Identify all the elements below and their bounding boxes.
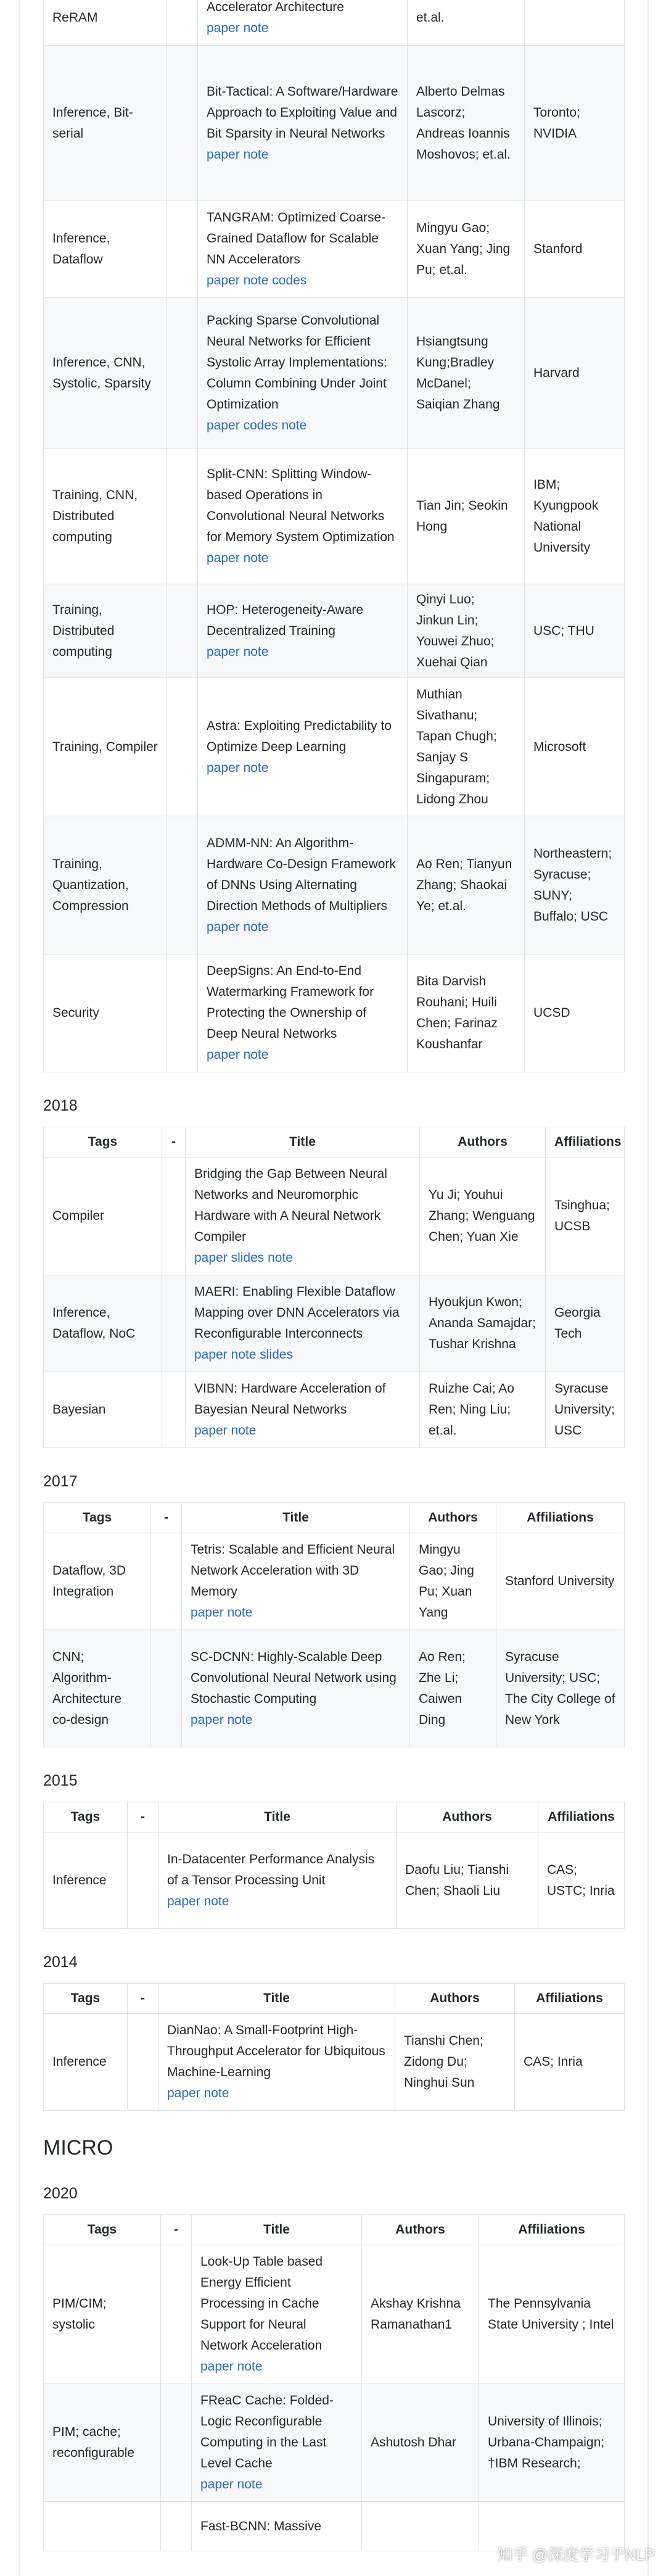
link-codes[interactable]: codes	[243, 418, 278, 433]
year-heading: 2017	[43, 1473, 78, 1490]
link-note[interactable]: note	[243, 147, 269, 162]
paper-title: Tetris: Scalable and Efficient Neural Network Acceleration with 3D Memory	[191, 1543, 395, 1599]
papers-table	[43, 1983, 625, 2111]
affiliations-cell: Stanford University	[496, 1533, 625, 1630]
table-row	[44, 1533, 625, 1630]
tags-cell: Inference	[44, 1833, 128, 1929]
authors-cell: Ruizhe Cai; Ao Ren; Ning Liu; et.al.	[420, 1372, 546, 1448]
authors-cell: Alberto Delmas Lascorz; Andreas Ioannis Moshovos; et.al.	[408, 46, 525, 201]
table-row	[44, 1833, 625, 1929]
table-header-row	[44, 1503, 625, 1533]
paper-title: HOP: Heterogeneity-Aware Decentralized Training	[207, 602, 364, 638]
link-note[interactable]: note	[268, 1251, 293, 1265]
link-note[interactable]: note	[243, 760, 269, 775]
dash-cell	[151, 1630, 182, 1747]
left-rail	[18, 0, 20, 2576]
tags-cell: Inference	[44, 2014, 128, 2111]
papers-table	[43, 1802, 625, 1929]
dash-cell	[167, 449, 198, 584]
link-note[interactable]: note	[243, 21, 269, 35]
table-row	[44, 449, 625, 584]
link-note[interactable]: note	[204, 1894, 229, 1908]
column-header-title: Title	[158, 1984, 395, 2014]
paper-title: Fast-BCNN: Massive	[200, 2519, 322, 2533]
dash-cell	[162, 1372, 186, 1448]
tags-cell: Dataflow, 3D Integration	[44, 1533, 151, 1630]
paper-title: Bridging the Gap Between Neural Networks and Neuromorphic Hardware with A Neural Network Compiler	[194, 1167, 387, 1244]
authors-cell: Muthian Sivathanu; Tapan Chugh; Sanjay S Singapuram; Lidong Zhou	[408, 678, 525, 816]
dash-cell	[161, 2502, 192, 2551]
affiliations-cell: Harvard	[525, 298, 625, 449]
dash-cell	[167, 955, 198, 1072]
papers-table	[43, 1502, 625, 1747]
dash-cell	[167, 816, 198, 955]
table-header-row	[44, 1127, 625, 1158]
table-row	[44, 2384, 625, 2502]
tags-cell: Security	[44, 955, 167, 1072]
affiliations-cell: Microsoft	[525, 678, 625, 816]
table-row	[44, 955, 625, 1072]
paper-title: DeepSigns: An End-to-End Watermarking Framework for Protecting the Ownership of Deep Neural Networks	[207, 964, 374, 1041]
tags-cell: Inference, Bit-serial	[44, 46, 167, 201]
column-header-authors: Authors	[397, 1802, 538, 1833]
link-paper[interactable]: paper	[207, 1048, 240, 1062]
link-paper[interactable]: paper	[200, 2477, 234, 2491]
column-header-tags: Tags	[44, 1984, 128, 2014]
link-paper[interactable]: paper	[207, 418, 240, 433]
title-cell	[186, 1158, 420, 1275]
tags-cell: PIM; cache; reconfigurable	[44, 2384, 161, 2502]
link-note[interactable]: note	[243, 550, 269, 565]
link-note[interactable]: note	[243, 273, 269, 288]
dash-cell	[161, 2245, 192, 2384]
link-paper[interactable]: paper	[207, 273, 240, 288]
authors-cell: Yu Ji; Youhui Zhang; Wenguang Chen; Yuan Xie	[420, 1158, 546, 1275]
column-header-tags: Tags	[44, 2215, 161, 2245]
tags-cell: Compiler	[44, 1158, 162, 1275]
title-cell	[198, 449, 408, 584]
column-header-authors: Authors	[395, 1984, 515, 2014]
table-row	[44, 46, 625, 201]
table-row	[44, 816, 625, 955]
paper-title: In-Datacenter Performance Analysis of a Tensor Processing Unit	[167, 1852, 375, 1887]
year-heading: 2014	[43, 1953, 78, 1971]
affiliations-cell: Stanford	[525, 201, 625, 298]
link-paper[interactable]: paper	[207, 919, 240, 934]
column-header-dash: -	[162, 1127, 186, 1158]
column-header-tags: Tags	[44, 1127, 162, 1158]
tags-cell: Training, Distributed computing	[44, 584, 167, 678]
link-note[interactable]: note	[243, 1048, 269, 1062]
paper-title: SC-DCNN: Highly-Scalable Deep Convolutional Neural Network using Stochastic Computing	[191, 1649, 397, 1706]
dash-cell	[167, 0, 198, 46]
link-paper[interactable]: paper	[207, 147, 240, 162]
authors-cell: et.al.	[408, 0, 525, 46]
title-cell	[198, 584, 408, 678]
authors-cell: Qinyi Luo; Jinkun Lin; Youwei Zhuo; Xuehai Qian	[408, 584, 525, 678]
table-header-row	[44, 1802, 625, 1833]
column-header-affil: Affiliations	[479, 2215, 625, 2245]
dash-cell	[167, 298, 198, 449]
link-paper[interactable]: paper	[207, 550, 240, 565]
affiliations-cell	[525, 0, 625, 46]
link-codes[interactable]: codes	[272, 273, 307, 288]
link-paper[interactable]: paper	[207, 760, 240, 775]
column-header-dash: -	[151, 1503, 182, 1533]
column-header-affil: Affiliations	[538, 1802, 625, 1833]
link-note[interactable]: note	[231, 1423, 257, 1438]
affiliations-cell: USC; THU	[525, 584, 625, 678]
tags-cell: Training, Quantization, Compression	[44, 816, 167, 955]
tags-cell: Training, Compiler	[44, 678, 167, 816]
table-row	[44, 0, 625, 46]
authors-cell: Tianshi Chen; Zidong Du; Ninghui Sun	[395, 2014, 515, 2111]
dash-cell	[167, 678, 198, 816]
table-row	[44, 678, 625, 816]
column-header-title: Title	[158, 1802, 397, 1833]
paper-title: VIBNN: Hardware Acceleration of Bayesian Neural Networks	[194, 1381, 386, 1417]
tags-cell: PIM/CIM; systolic	[44, 2245, 161, 2384]
table-row	[44, 584, 625, 678]
paper-title: TANGRAM: Optimized Coarse-Grained Dataflow for Scalable NN Accelerators	[207, 210, 386, 267]
authors-cell: Hsiangtsung Kung;Bradley McDanel; Saiqian Zhang	[408, 298, 525, 449]
link-paper[interactable]: paper	[167, 2086, 200, 2100]
table-row	[44, 1275, 625, 1372]
affiliations-cell: Tsinghua; UCSB	[546, 1158, 625, 1275]
paper-title: Split-CNN: Splitting Window-based Operations in Convolutional Neural Networks for Memory System Optimization	[207, 466, 395, 544]
affiliations-cell: The Pennsylvania State University ; Intel	[479, 2245, 625, 2384]
link-note[interactable]: note	[281, 418, 307, 433]
title-cell	[198, 678, 408, 816]
affiliations-cell: Toronto; NVIDIA	[525, 46, 625, 201]
authors-cell: Mingyu Gao; Jing Pu; Xuan Yang	[410, 1533, 496, 1630]
title-cell	[198, 816, 408, 955]
tags-cell	[44, 2502, 161, 2551]
column-header-authors: Authors	[362, 2215, 479, 2245]
authors-cell: Ao Ren; Tianyun Zhang; Shaokai Ye; et.al.	[408, 816, 525, 955]
affiliations-cell: University of Illinois; Urbana-Champaign; †IBM Research;	[479, 2384, 625, 2502]
title-cell	[192, 2502, 362, 2551]
dash-cell	[128, 1833, 158, 1929]
affiliations-cell: Syracuse University; USC; The City College of New York	[496, 1630, 625, 1747]
column-header-affil: Affiliations	[515, 1984, 625, 2014]
watermark: 知乎 @深度学习于NLP	[497, 2546, 655, 2564]
year-heading: 2020	[43, 2185, 78, 2202]
authors-cell: Ao Ren; Zhe Li; Caiwen Ding	[410, 1630, 496, 1747]
authors-cell: Hyoukjun Kwon; Ananda Samajdar; Tushar Krishna	[420, 1275, 546, 1372]
table-header-row	[44, 2215, 625, 2245]
paper-title: Packing Sparse Convolutional Neural Networks for Efficient Systolic Array Implementations: Column Combining Under Joint Optimization	[207, 313, 387, 412]
paper-title: Look-Up Table based Energy Efficient Processing in Cache Support for Neural Network Acceleration	[200, 2255, 323, 2353]
table-row	[44, 1630, 625, 1747]
year-heading: 2015	[43, 1772, 78, 1789]
dash-cell	[161, 2384, 192, 2502]
title-cell	[158, 1833, 397, 1929]
link-note[interactable]: note	[237, 2477, 263, 2491]
affiliations-cell: CAS; Inria	[515, 2014, 625, 2111]
column-header-tags: Tags	[44, 1503, 151, 1533]
link-note[interactable]: note	[227, 1712, 253, 1727]
dash-cell	[162, 1158, 186, 1275]
year-heading: 2018	[43, 1097, 78, 1114]
link-paper[interactable]: paper	[194, 1423, 228, 1438]
column-header-affil: Affiliations	[496, 1503, 625, 1533]
tags-cell: Inference, Dataflow, NoC	[44, 1275, 162, 1372]
title-cell	[192, 2245, 362, 2384]
table-row	[44, 1158, 625, 1275]
table-header-row	[44, 1984, 625, 2014]
dash-cell	[162, 1275, 186, 1372]
paper-title: DianNao: A Small-Footprint High-Throughput Accelerator for Ubiquitous Machine-Learning	[167, 2023, 385, 2079]
papers-table	[43, 2214, 625, 2551]
table-row	[44, 2245, 625, 2384]
tags-cell: Training, CNN, Distributed computing	[44, 449, 167, 584]
papers-table	[43, 1127, 625, 1448]
title-cell	[198, 46, 408, 201]
table-row	[44, 201, 625, 298]
link-note[interactable]: note	[237, 2359, 263, 2374]
title-cell	[198, 955, 408, 1072]
authors-cell: Akshay Krishna Ramanathan1	[362, 2245, 479, 2384]
link-note[interactable]: note	[243, 644, 269, 659]
paper-title: Bit-Tactical: A Software/Hardware Approach to Exploiting Value and Bit Sparsity in Neural Networks	[207, 84, 398, 141]
column-header-tags: Tags	[44, 1802, 128, 1833]
link-slides[interactable]: slides	[231, 1251, 265, 1265]
link-note[interactable]: note	[227, 1605, 253, 1620]
title-cell	[158, 2014, 395, 2111]
link-paper[interactable]: paper	[191, 1605, 224, 1620]
table-row	[44, 298, 625, 449]
right-rail	[648, 0, 649, 2576]
link-note[interactable]: note	[204, 2086, 229, 2100]
column-header-authors: Authors	[410, 1503, 496, 1533]
affiliations-cell: Northeastern; Syracuse; SUNY; Buffalo; USC	[525, 816, 625, 955]
link-paper[interactable]: paper	[207, 21, 240, 35]
article-content	[43, 0, 624, 2564]
paper-title: Accelerator Architecture	[207, 0, 344, 14]
column-header-dash: -	[128, 1802, 158, 1833]
affiliations-cell: IBM; Kyungpook National University	[525, 449, 625, 584]
link-slides[interactable]: slides	[260, 1348, 293, 1362]
table-row	[44, 2014, 625, 2111]
authors-cell: Tian Jin; Seokin Hong	[408, 449, 525, 584]
dash-cell	[167, 201, 198, 298]
tags-cell: CNN; Algorithm-Architecture co-design	[44, 1630, 151, 1747]
title-cell	[198, 298, 408, 449]
link-paper[interactable]: paper	[207, 644, 240, 659]
column-header-title: Title	[182, 1503, 410, 1533]
affiliations-cell: Georgia Tech	[546, 1275, 625, 1372]
link-paper[interactable]: paper	[200, 2359, 234, 2374]
table-row	[44, 1372, 625, 1448]
dash-cell	[167, 584, 198, 678]
authors-cell: Ashutosh Dhar	[362, 2384, 479, 2502]
title-cell	[198, 0, 408, 46]
affiliations-cell: UCSD	[525, 955, 625, 1072]
tags-cell: Bayesian	[44, 1372, 162, 1448]
column-header-dash: -	[161, 2215, 192, 2245]
affiliations-cell: Syracuse University; USC	[546, 1372, 625, 1448]
tags-cell: Inference, Dataflow	[44, 201, 167, 298]
title-cell	[198, 201, 408, 298]
dash-cell	[128, 2014, 158, 2111]
link-note[interactable]: note	[231, 1348, 257, 1362]
title-cell	[186, 1275, 420, 1372]
link-paper[interactable]: paper	[194, 1251, 228, 1265]
link-paper[interactable]: paper	[167, 1894, 200, 1908]
title-cell	[186, 1372, 420, 1448]
authors-cell: Bita Darvish Rouhani; Huili Chen; Farinaz Koushanfar	[408, 955, 525, 1072]
affiliations-cell: CAS; USTC; Inria	[538, 1833, 625, 1929]
column-header-authors: Authors	[420, 1127, 546, 1158]
section-heading: MICRO	[43, 2136, 113, 2160]
column-header-dash: -	[128, 1984, 158, 2014]
paper-title: ADMM-NN: An Algorithm-Hardware Co-Design Framework of DNNs Using Alternating Direction Methods of Multipliers	[207, 835, 396, 913]
title-cell	[192, 2384, 362, 2502]
tags-cell: ReRAM	[44, 0, 167, 46]
paper-title: FReaC Cache: Folded-Logic Reconfigurable Computing in the Last Level Cache	[200, 2393, 334, 2470]
authors-cell: Daofu Liu; Tianshi Chen; Shaoli Liu	[397, 1833, 538, 1929]
dash-cell	[151, 1533, 182, 1630]
paper-title: Astra: Exploiting Predictability to Optimize Deep Learning	[207, 718, 392, 754]
column-header-affil: Affiliations	[546, 1127, 625, 1158]
title-cell	[182, 1630, 410, 1747]
column-header-title: Title	[186, 1127, 420, 1158]
column-header-title: Title	[192, 2215, 362, 2245]
authors-cell	[362, 2502, 479, 2551]
authors-cell: Mingyu Gao; Xuan Yang; Jing Pu; et.al.	[408, 201, 525, 298]
paper-title: MAERI: Enabling Flexible Dataflow Mapping over DNN Accelerators via Reconfigurable Interconnects	[194, 1285, 400, 1341]
title-cell	[182, 1533, 410, 1630]
link-paper[interactable]: paper	[194, 1348, 228, 1362]
papers-table	[43, 0, 625, 1072]
tags-cell: Inference, CNN, Systolic, Sparsity	[44, 298, 167, 449]
link-paper[interactable]: paper	[191, 1712, 224, 1727]
link-note[interactable]: note	[243, 919, 269, 934]
dash-cell	[167, 46, 198, 201]
